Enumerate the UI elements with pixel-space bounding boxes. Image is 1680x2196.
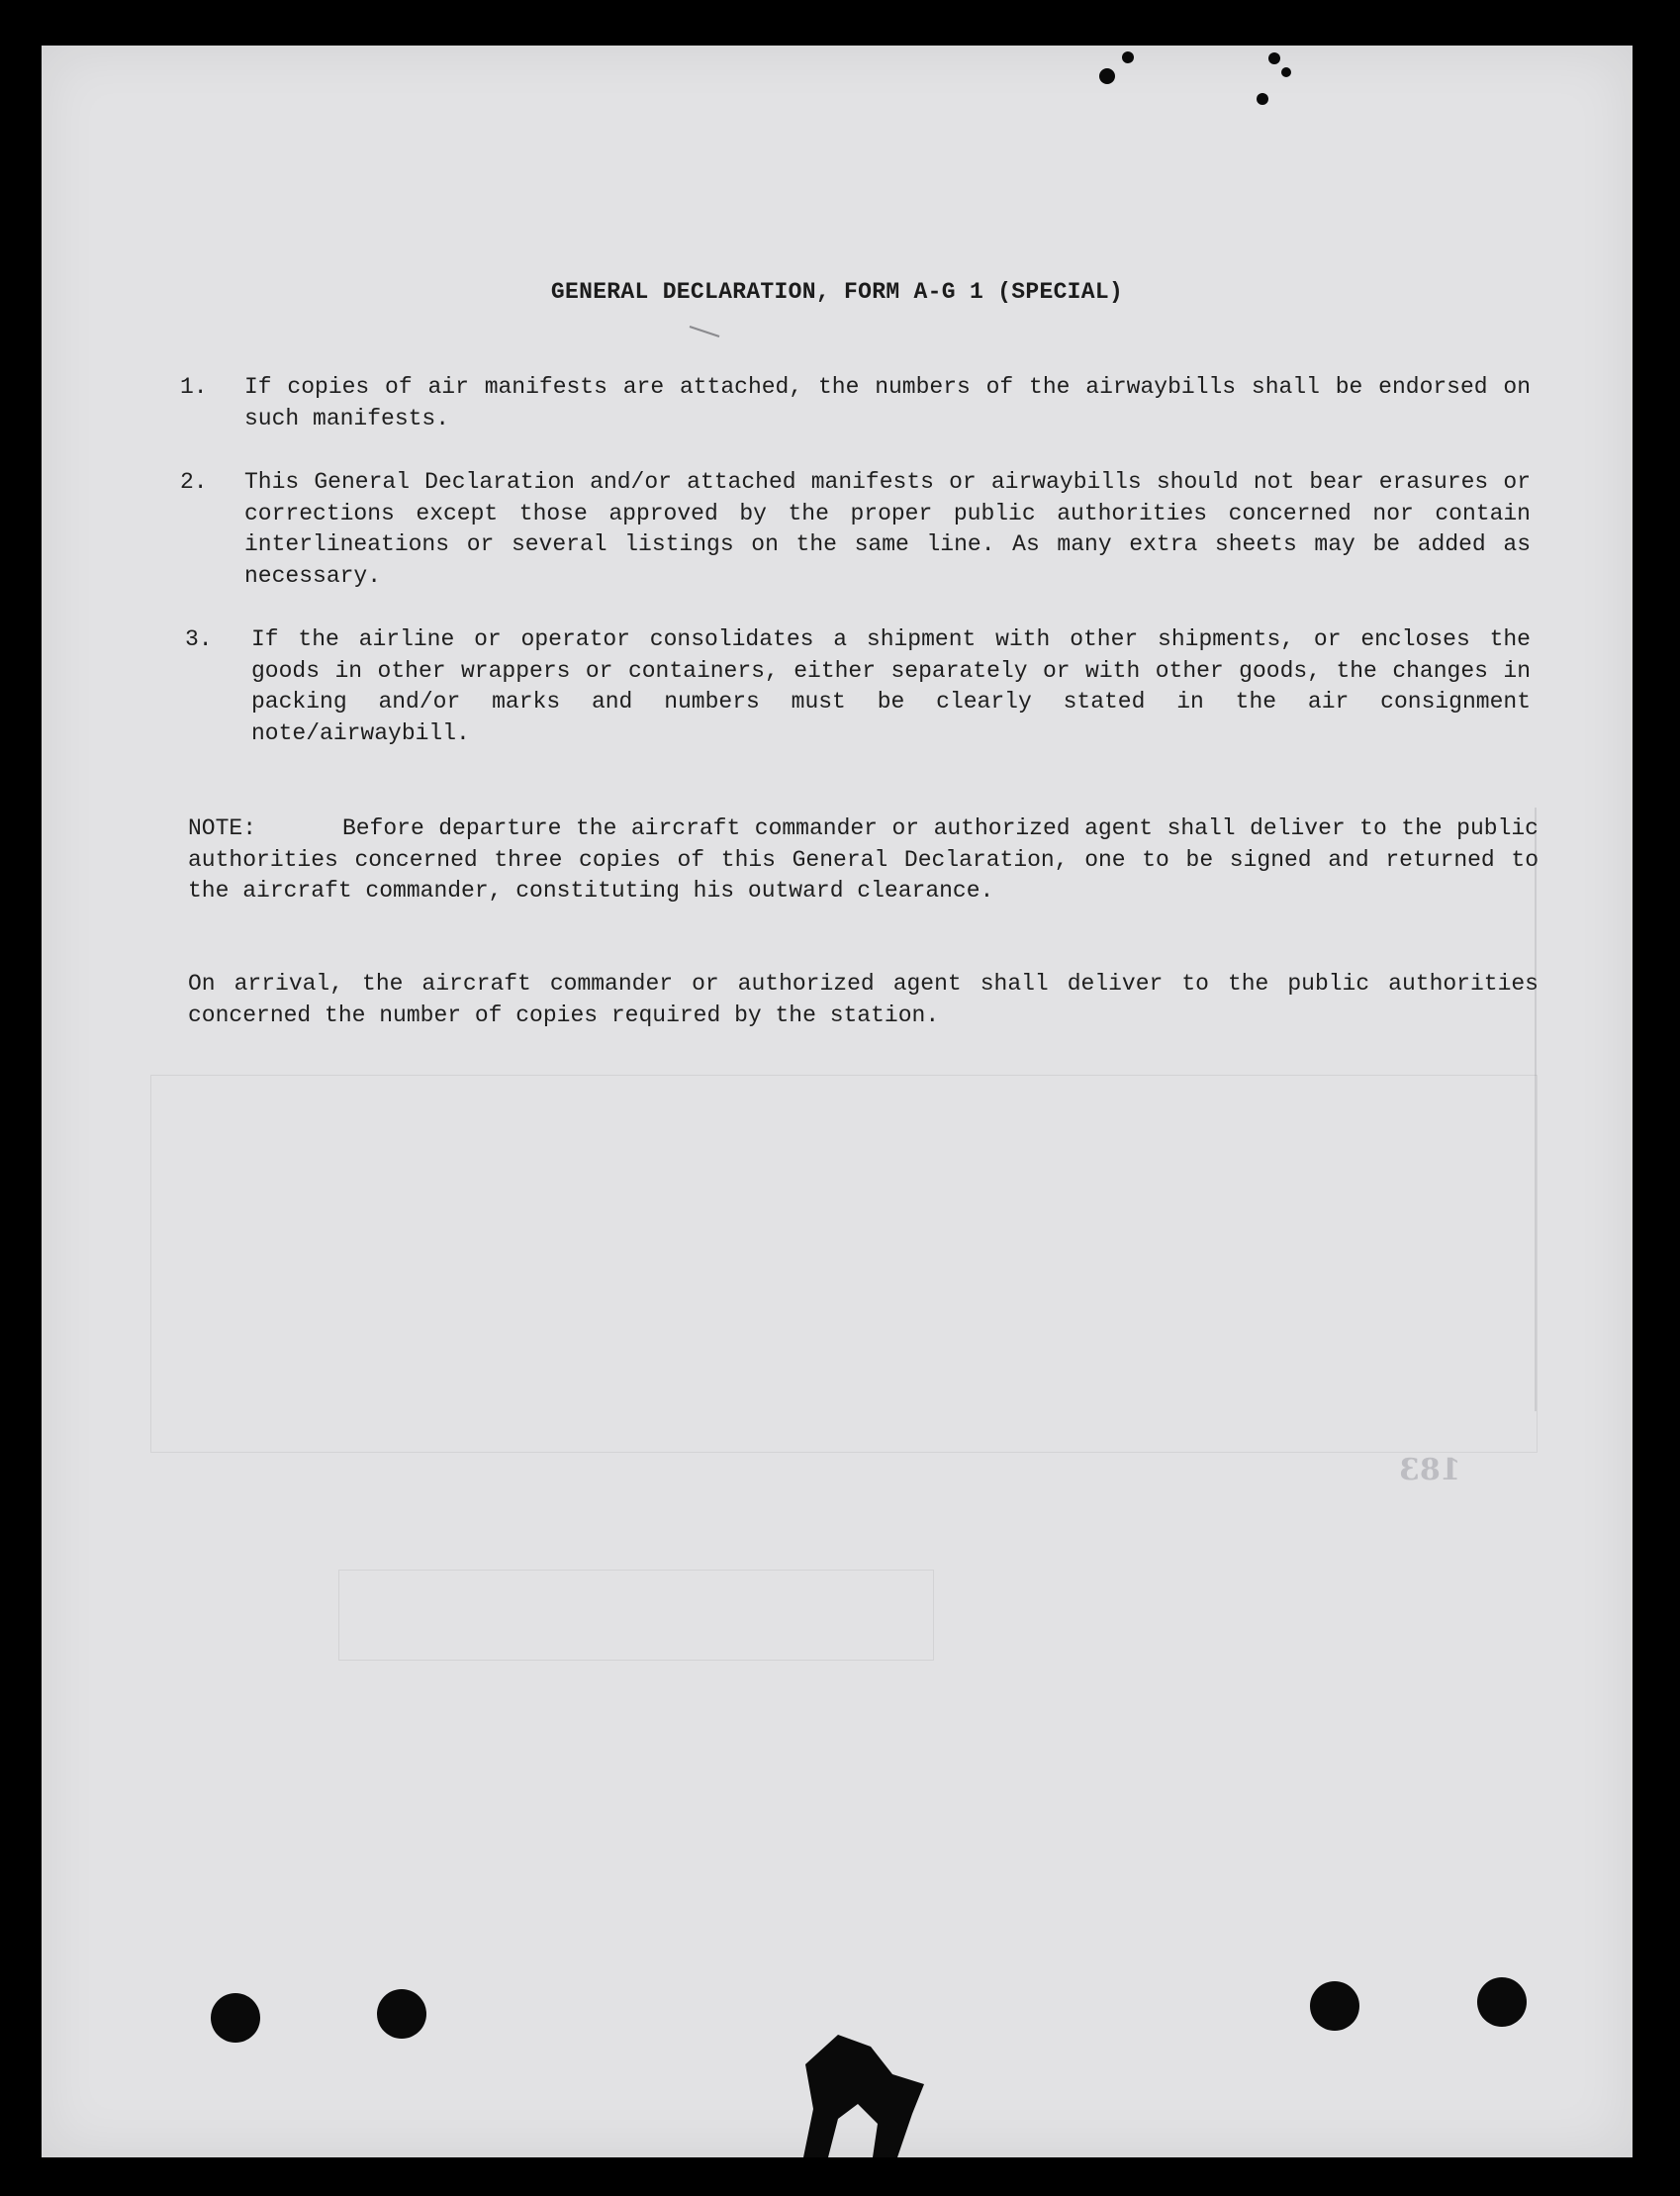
punch-hole: [1310, 1981, 1359, 2031]
punch-hole: [377, 1989, 426, 2039]
staple-hole: [1099, 68, 1115, 84]
page-decor: [42, 46, 1633, 2157]
punch-hole: [1477, 1977, 1527, 2027]
item-number: 1.: [180, 374, 208, 400]
item-number: 2.: [180, 469, 208, 495]
item-number: 3.: [185, 626, 213, 652]
bleed-through-mark: 183: [1399, 1453, 1461, 1487]
staple-hole: [1257, 93, 1268, 105]
staple-hole: [1268, 52, 1280, 64]
item-text: If the airline or operator consolidates a shipment with other shipments, or encloses the goods in other wrappers or containers, either separately or with other goods, the changes in packing and/or marks and numbers must be clearly stated in the air consignment note/airwaybill.: [251, 626, 1531, 746]
arrival-paragraph: On arrival, the aircraft commander or authorized agent shall deliver to the public authorities concerned the number of copies required by the station.: [188, 971, 1539, 1028]
item-text: If copies of air manifests are attached, the numbers of the airwaybills shall be endorsed on such manifests.: [244, 374, 1531, 431]
torn-edge: [803, 2035, 924, 2157]
staple-hole: [1281, 67, 1291, 77]
punch-hole: [211, 1993, 260, 2043]
pen-mark: [690, 327, 719, 336]
document-page: [42, 46, 1633, 2157]
note-label: NOTE:: [188, 815, 257, 841]
page-title: GENERAL DECLARATION, FORM A-G 1 (SPECIAL): [550, 279, 1124, 305]
note-text: Before departure the aircraft commander or authorized agent shall deliver to the public authorities concerned three copies of this General Declaration, one to be signed and returned to the aircraft commander, constituting his outward clearance.: [188, 815, 1539, 904]
staple-hole: [1122, 51, 1134, 63]
item-text: This General Declaration and/or attached manifests or airwaybills should not bear erasures or corrections except those approved by the proper public authorities concerned nor contain interlineations or several listings on the same line. As many extra sheets may be added as necessary.: [244, 469, 1531, 589]
